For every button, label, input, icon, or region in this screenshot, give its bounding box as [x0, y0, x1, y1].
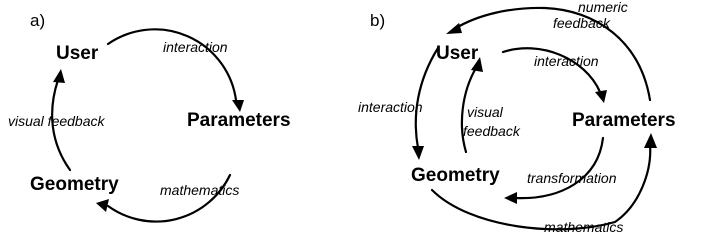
panel-a-edge-visual-feedback: visual feedback: [8, 113, 105, 129]
panel-b-edge-transformation: transformation: [527, 170, 617, 186]
panel-b-node-parameters: Parameters: [572, 110, 676, 131]
panel-b-edge-mathematics: mathematics: [544, 219, 624, 235]
panel-b-arc-transformation: [515, 138, 603, 198]
panel-a: [8, 11, 291, 222]
panel-b-arc-mathematics: [432, 145, 650, 229]
panel-b-arrowhead-interaction-top: [595, 90, 607, 103]
panel-b-edge-numeric-line1: numeric: [578, 0, 628, 15]
panel-b-edge-interaction-top: interaction: [534, 53, 599, 69]
panel-b-edge-numeric-line2: feedback: [553, 15, 610, 31]
panel-a-edge-mathematics: mathematics: [160, 182, 240, 198]
panel-a-node-geometry: Geometry: [30, 174, 119, 195]
panel-a-edge-interaction: interaction: [163, 39, 228, 55]
panel-b-arrowhead-transformation: [504, 192, 517, 204]
panel-b-edge-interaction-left: interaction: [358, 99, 423, 115]
panel-a-node-user: User: [56, 43, 99, 64]
panel-a-label: a): [30, 11, 46, 30]
panel-b: [358, 0, 676, 235]
panel-b-edge-visual-line1: visual: [467, 104, 503, 120]
panel-b-node-geometry: Geometry: [411, 165, 500, 186]
panel-b-label: b): [370, 11, 386, 30]
panel-b-arrowhead-mathematics: [644, 133, 657, 148]
panel-a-arrowhead-mathematics: [96, 199, 109, 212]
panel-b-node-user: User: [436, 43, 479, 64]
panel-b-arrowhead-numeric-feedback: [446, 23, 462, 34]
panel-a-arrowhead-visual-feedback: [53, 69, 65, 83]
panel-b-edge-visual-line2: feedback: [463, 123, 520, 139]
panel-b-arrowhead-interaction-left: [412, 146, 424, 160]
panel-a-node-parameters: Parameters: [187, 110, 291, 131]
panel-b-arc-interaction-left: [416, 48, 438, 148]
